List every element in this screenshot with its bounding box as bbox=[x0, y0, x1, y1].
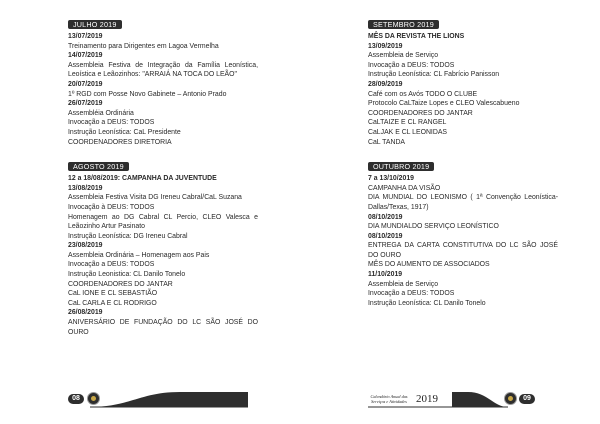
month-heading: OUTUBRO 2019 bbox=[368, 162, 434, 171]
event-line: Assembleia Ordinária – Homenagem aos Pais bbox=[68, 251, 210, 259]
event-line: ANIVERSÁRIO DE FUNDAÇÃO DO LC SÃO JOSÉ DO OURO bbox=[68, 319, 258, 336]
right-page bbox=[368, 14, 558, 308]
event-line: Instrução Leonística: CL Fabrício Panisson bbox=[368, 71, 500, 79]
date-entry: 11/10/2019 bbox=[368, 271, 403, 279]
event-line: Assembleia Festiva de Integração da Família Leonística, Leoística e Leãozinhos: "ARRAIÁ NA TOCA DO LEÃO" bbox=[68, 61, 258, 79]
event-line: CAMPANHA DA VISÃO bbox=[368, 184, 441, 192]
date-entry: 28/09/2019 bbox=[368, 80, 403, 88]
left-page bbox=[68, 14, 258, 337]
event-line: Treinamento para Dirigentes em Lagoa Vermelha bbox=[68, 42, 219, 50]
date-entry: 26/08/2019 bbox=[68, 309, 103, 317]
date-entry: 13/07/2019 bbox=[68, 33, 103, 40]
event-line: Invocação à DEUS: TODOS bbox=[68, 203, 155, 211]
date-entry: 13/08/2019 bbox=[68, 184, 103, 192]
calendar-title-line1: Calendário Anual das bbox=[370, 394, 408, 399]
date-entry: 13/09/2019 bbox=[368, 42, 403, 50]
event-line: COORDENADORES DO JANTAR bbox=[68, 280, 173, 288]
event-line: COORDENADORES DO JANTAR bbox=[368, 109, 473, 117]
event-line: Assembleia de Serviço bbox=[368, 52, 439, 60]
section-gap bbox=[68, 147, 258, 156]
date-entry: 08/10/2019 bbox=[368, 213, 403, 221]
date-entry: 20/07/2019 bbox=[68, 80, 103, 88]
month-heading: JULHO 2019 bbox=[68, 20, 122, 29]
event-line: Instrução Leonística: CaL Presidente bbox=[68, 128, 181, 136]
calendar-year: 2019 bbox=[416, 393, 438, 405]
event-line: Homenagem ao DG Cabral CL Percio, CLEO Valesca e Leãozinho Artur Pasinato bbox=[68, 213, 258, 231]
lions-seal-icon bbox=[504, 392, 517, 405]
date-entry: 23/08/2019 bbox=[68, 242, 103, 250]
event-line: DIA MUNDIALDO SERVIÇO LEONÍSTICO bbox=[368, 223, 499, 231]
right-footer bbox=[368, 388, 558, 412]
month-heading: SETEMBRO 2019 bbox=[368, 20, 439, 29]
event-line: Invocação a DEUS: TODOS bbox=[68, 261, 155, 269]
event-line: Invocação a DEUS: TODOS bbox=[368, 61, 455, 69]
event-line: CaL TANDA bbox=[368, 138, 406, 146]
date-entry: 26/07/2019 bbox=[68, 100, 103, 108]
event-line: COORDENADORES DIRETORIA bbox=[68, 138, 172, 146]
left-footer bbox=[60, 388, 248, 412]
event-line: DIA MUNDIAL DO LEONISMO ( 1ª Convenção Leonística- Dallas/Texas, 1917) bbox=[368, 194, 558, 211]
month-heading: AGOSTO 2019 bbox=[68, 162, 129, 171]
date-entry: 08/10/2019 bbox=[368, 232, 403, 240]
event-line: CaLJAK E CL LEONIDAS bbox=[368, 128, 448, 136]
event-line: Assembleia Festiva Visita DG Ireneu Cabral/CaL Suzana bbox=[68, 194, 242, 202]
page-number-right: 09 bbox=[519, 394, 535, 404]
date-entry: 12 a 18/08/2019: CAMPANHA DA JUVENTUDE bbox=[68, 175, 217, 183]
section-gap bbox=[368, 147, 558, 156]
right-page-sections bbox=[368, 14, 558, 308]
calendar-title bbox=[364, 395, 414, 404]
event-line: Protocolo CaLTaize Lopes e CLEO Valescabueno bbox=[368, 100, 520, 108]
event-line: MÊS DO AUMENTO DE ASSOCIADOS bbox=[368, 261, 490, 269]
page-number-left: 08 bbox=[68, 394, 84, 404]
left-page-sections bbox=[68, 14, 258, 337]
event-line: Assembléia Ordinária bbox=[68, 109, 134, 117]
event-line: 1º RGD com Posse Novo Gabinete – Antonio Prado bbox=[68, 90, 227, 98]
date-entry: 14/07/2019 bbox=[68, 52, 103, 60]
lions-seal-icon bbox=[87, 392, 100, 405]
event-line: CaL IONE E CL SEBASTIÃO bbox=[68, 290, 158, 298]
event-line: Instrução Leonística: DG Ireneu Cabral bbox=[68, 232, 188, 240]
event-line: Instrução Leonística: CL Danilo Tonelo bbox=[368, 299, 486, 307]
date-entry: 7 a 13/10/2019 bbox=[368, 175, 414, 183]
event-line: CaL CARLA E CL RODRIGO bbox=[68, 299, 157, 307]
event-line: Café com os Avós TODO O CLUBE bbox=[368, 90, 478, 98]
event-line: CaLTAIZE E CL RANGEL bbox=[368, 119, 447, 127]
event-line: Instrução Leonistica: CL Danilo Tonelo bbox=[68, 271, 186, 279]
event-line: Invocação a DEUS: TODOS bbox=[368, 290, 455, 298]
event-line: Assembleia de Serviço bbox=[368, 280, 439, 288]
event-line: ENTREGA DA CARTA CONSTITUTIVA DO LC SÃO JOSÉ DO OURO bbox=[368, 242, 558, 259]
event-line: Invocação a DEUS: TODOS bbox=[68, 119, 155, 127]
calendar-title-line2: Serviços e Atividades bbox=[371, 398, 407, 404]
date-entry: MÊS DA REVISTA THE LIONS bbox=[368, 33, 465, 40]
